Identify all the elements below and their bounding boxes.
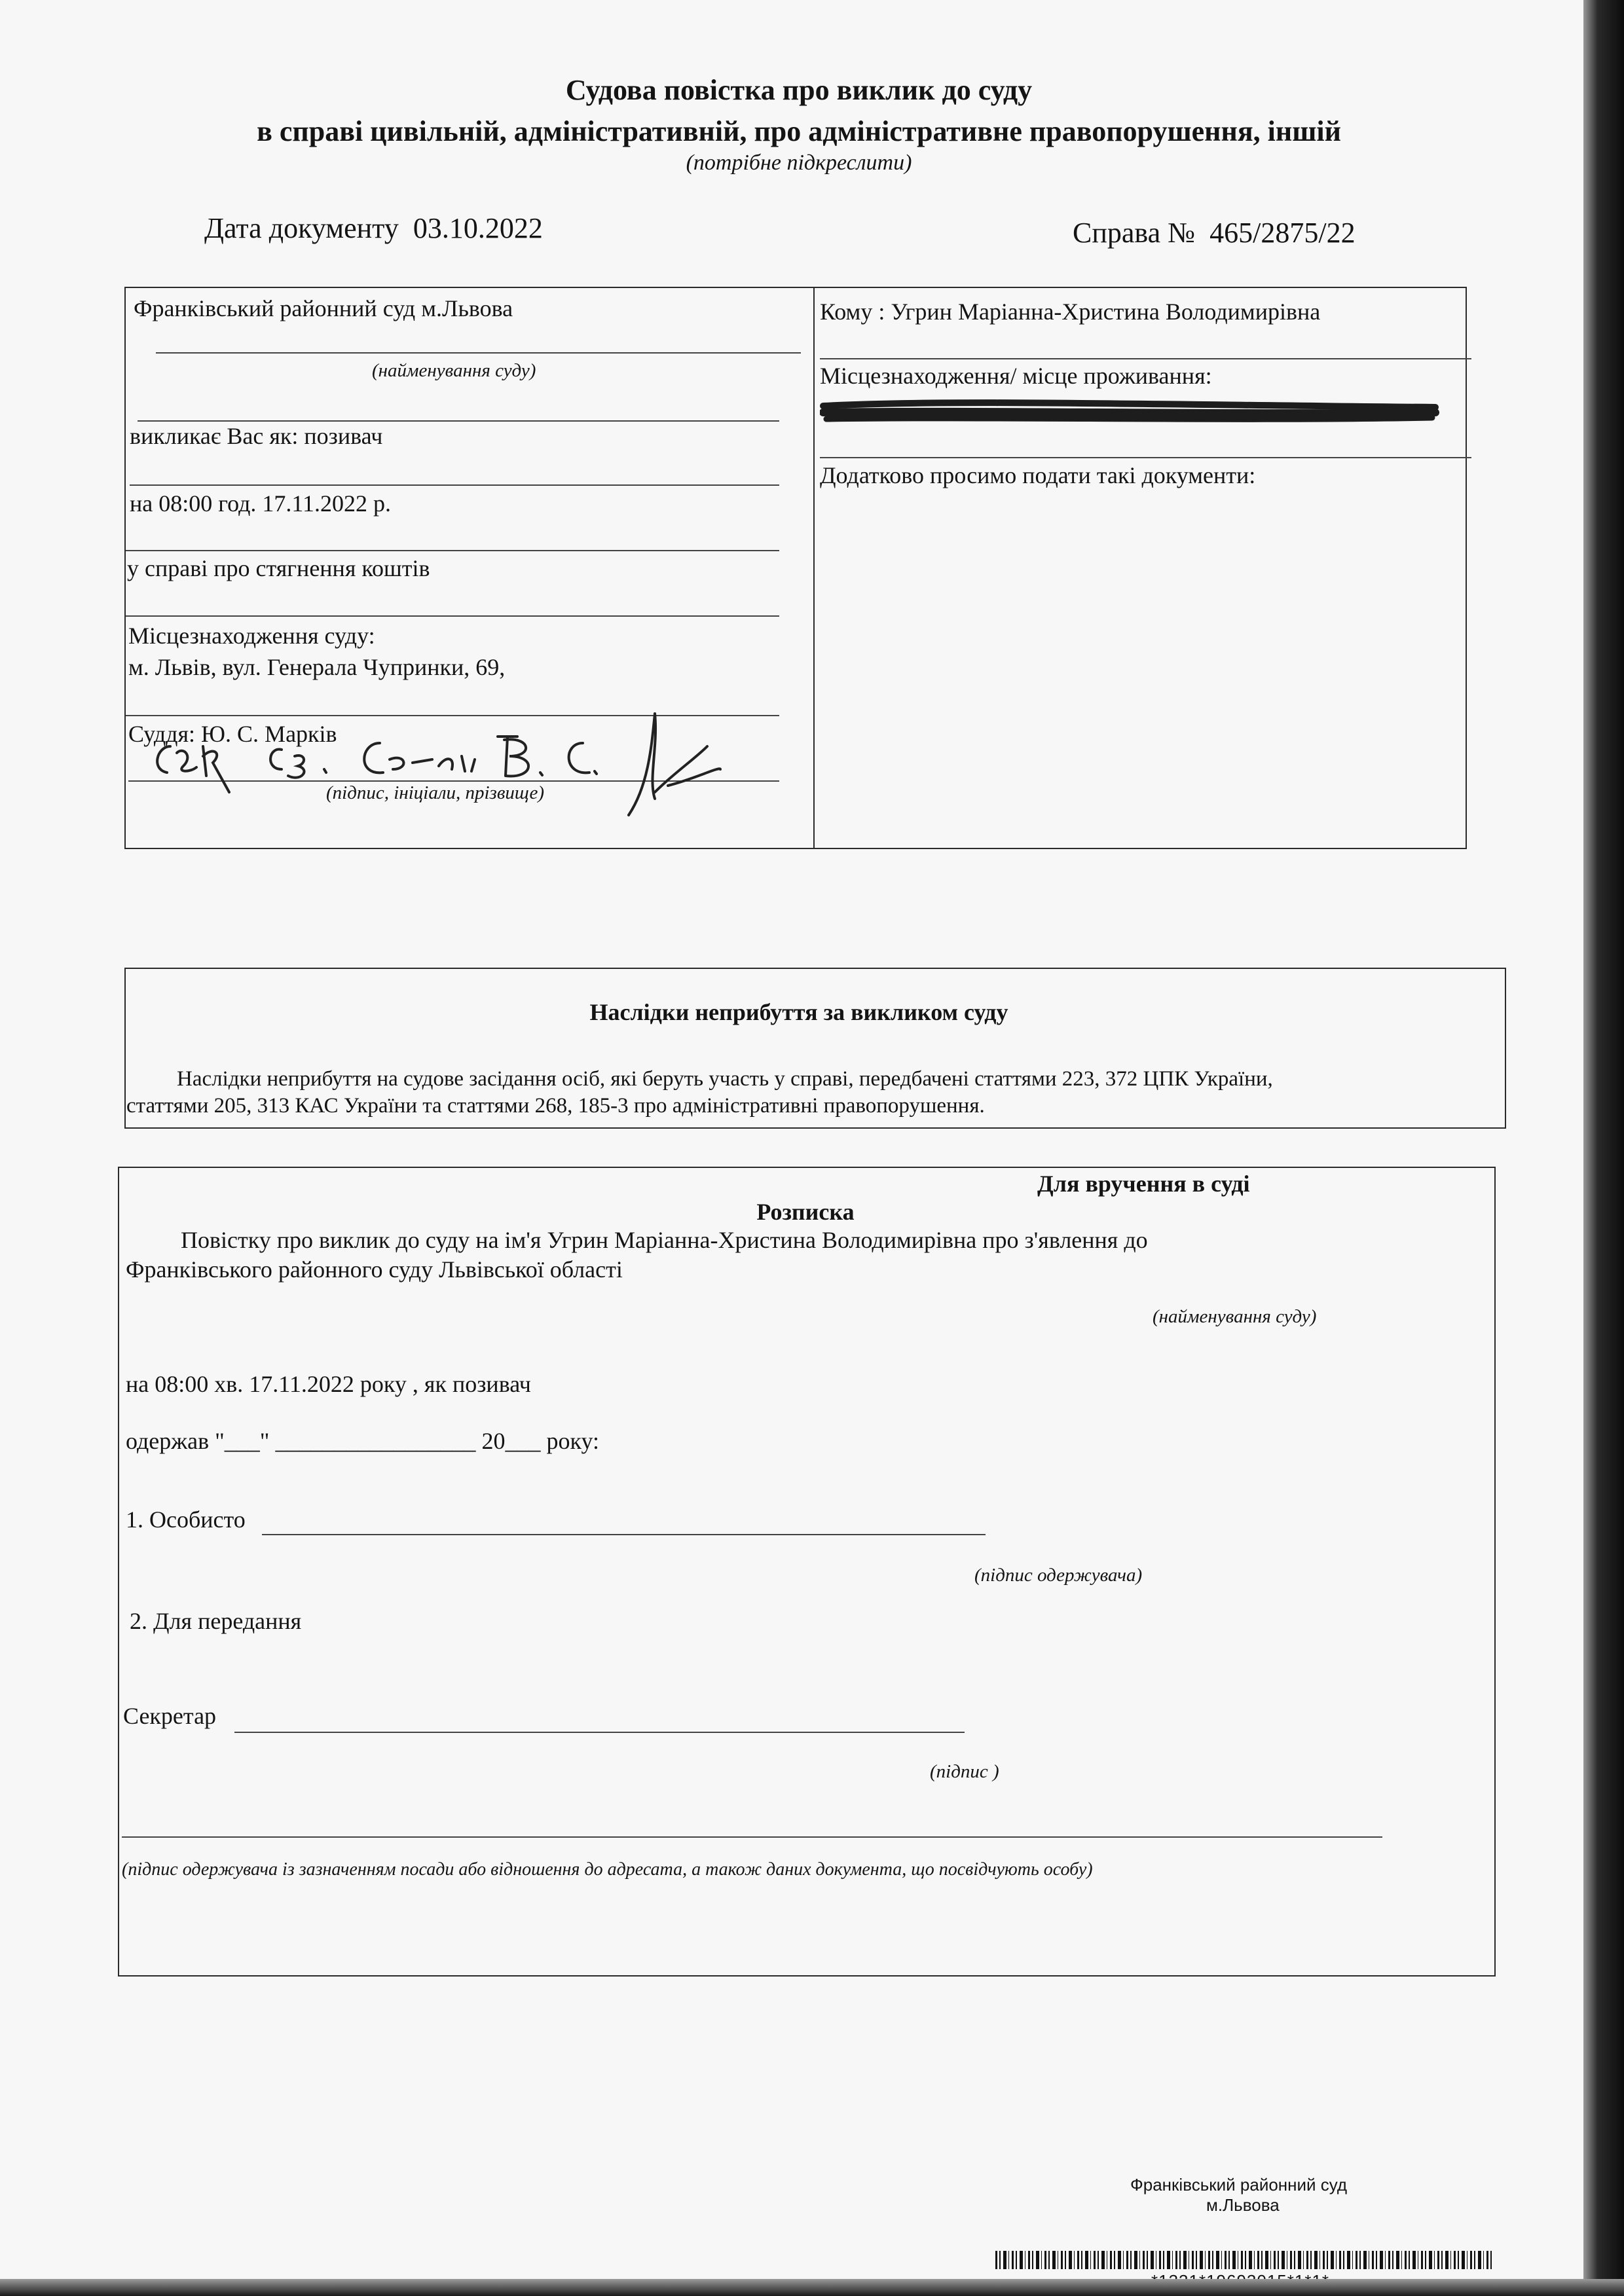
judge-name: Суддя: Ю. С. Марків — [128, 721, 337, 747]
separator — [820, 457, 1471, 458]
bottom-signature-line — [122, 1836, 1382, 1838]
signature-stroke — [569, 743, 597, 774]
signature-note: (підпис, ініціали, прізвище) — [326, 782, 545, 803]
residence-label: Місцезнаходження/ місце проживання: — [820, 363, 1212, 389]
case-number-label: Справа № — [1073, 217, 1196, 249]
document-date-value: 03.10.2022 — [413, 212, 543, 244]
bottom-signature-note: (підпис одержувача із зазначенням посади або відношення до адресата, а також даних документа, що посвідчують особу) — [122, 1859, 1093, 1880]
court-location-value: м. Львів, вул. Генерала Чупринки, 69, — [128, 654, 506, 680]
signature-stroke — [157, 746, 229, 792]
signature-stroke — [364, 743, 475, 773]
receipt-court-note: (найменування суду) — [1153, 1306, 1317, 1327]
recipient: Кому : Угрин Маріанна-Христина Володимирівна — [820, 299, 1321, 325]
consequences-text-line1: Наслідки неприбуття на судове засідання осіб, які беруть участь у справі, передбачені статтями 223, 372 ЦПК України, — [177, 1067, 1273, 1091]
consequences-text-line2: статтями 205, 313 КАС України та статтями 268, 185-3 про адміністративні правопорушення. — [126, 1094, 985, 1118]
separator — [138, 420, 779, 422]
receipt-line2: Франківського районного суду Львівської області — [126, 1256, 623, 1283]
document-date — [204, 211, 543, 245]
consequences-heading: Наслідки неприбуття за викликом суду — [589, 999, 1008, 1025]
court-name: Франківський районний суд м.Львова — [134, 295, 513, 321]
receipt-box — [118, 1167, 1496, 1977]
separator — [130, 484, 779, 486]
document-date-label: Дата документу — [204, 212, 399, 244]
court-location-label: Місцезнаходження суду: — [128, 623, 375, 649]
secretary-signature-note: (підпис ) — [930, 1761, 999, 1782]
hearing-datetime: на 08:00 год. 17.11.2022 р. — [130, 490, 392, 517]
received-date: одержав "___" _________________ 20___ року: — [126, 1428, 600, 1454]
case-number — [1073, 216, 1356, 249]
handwritten-signature — [131, 707, 747, 825]
receipt-heading: Розписка — [756, 1199, 855, 1225]
title-line-1: Судова повістка про виклик до суду — [565, 74, 1033, 106]
separator — [126, 615, 779, 617]
title-line-2: в справі цивільній, адміністративній, про адміністративне правопорушення, іншій — [257, 115, 1341, 147]
court-name-note: (найменування суду) — [372, 360, 536, 381]
additional-documents: Додатково просимо подати такі документи: — [820, 462, 1256, 488]
case-number-value: 465/2875/22 — [1209, 217, 1356, 249]
signature-stroke — [270, 750, 326, 778]
receipt-line1: Повістку про виклик до суду на ім'я Угрин Маріанна-Христина Володимирівна про з'явлення до — [181, 1227, 1148, 1253]
separator — [820, 358, 1471, 359]
separator — [126, 550, 779, 551]
personally-signature-line — [262, 1534, 986, 1535]
signature-stroke — [498, 737, 542, 776]
personally-label: 1. Особисто — [126, 1506, 246, 1533]
scan-edge-shadow — [1583, 0, 1624, 2296]
stamp-court-line1: Франківський районний суд — [1130, 2175, 1348, 2195]
recipient-signature-note: (підпис одержувача) — [974, 1565, 1143, 1586]
receipt-datetime: на 08:00 хв. 17.11.2022 року , як позивач — [126, 1371, 531, 1397]
summons-box-divider — [813, 288, 815, 848]
court-name-underline — [156, 352, 801, 354]
barcode — [995, 2251, 1493, 2269]
for-transfer-label: 2. Для передання — [130, 1608, 302, 1634]
secretary-label: Секретар — [123, 1703, 217, 1729]
signature-stroke — [629, 714, 720, 815]
for-court-delivery: Для вручення в суді — [1037, 1171, 1250, 1197]
stamp-court-line2: м.Львова — [1206, 2195, 1280, 2215]
secretary-signature-line — [234, 1732, 965, 1733]
title-note: (потрібне підкреслити) — [686, 151, 912, 175]
summons-role: викликає Вас як: позивач — [130, 423, 383, 449]
scan-bottom-edge — [0, 2279, 1624, 2296]
case-subject: у справі про стягнення коштів — [127, 555, 430, 581]
redacted-address — [820, 393, 1442, 432]
